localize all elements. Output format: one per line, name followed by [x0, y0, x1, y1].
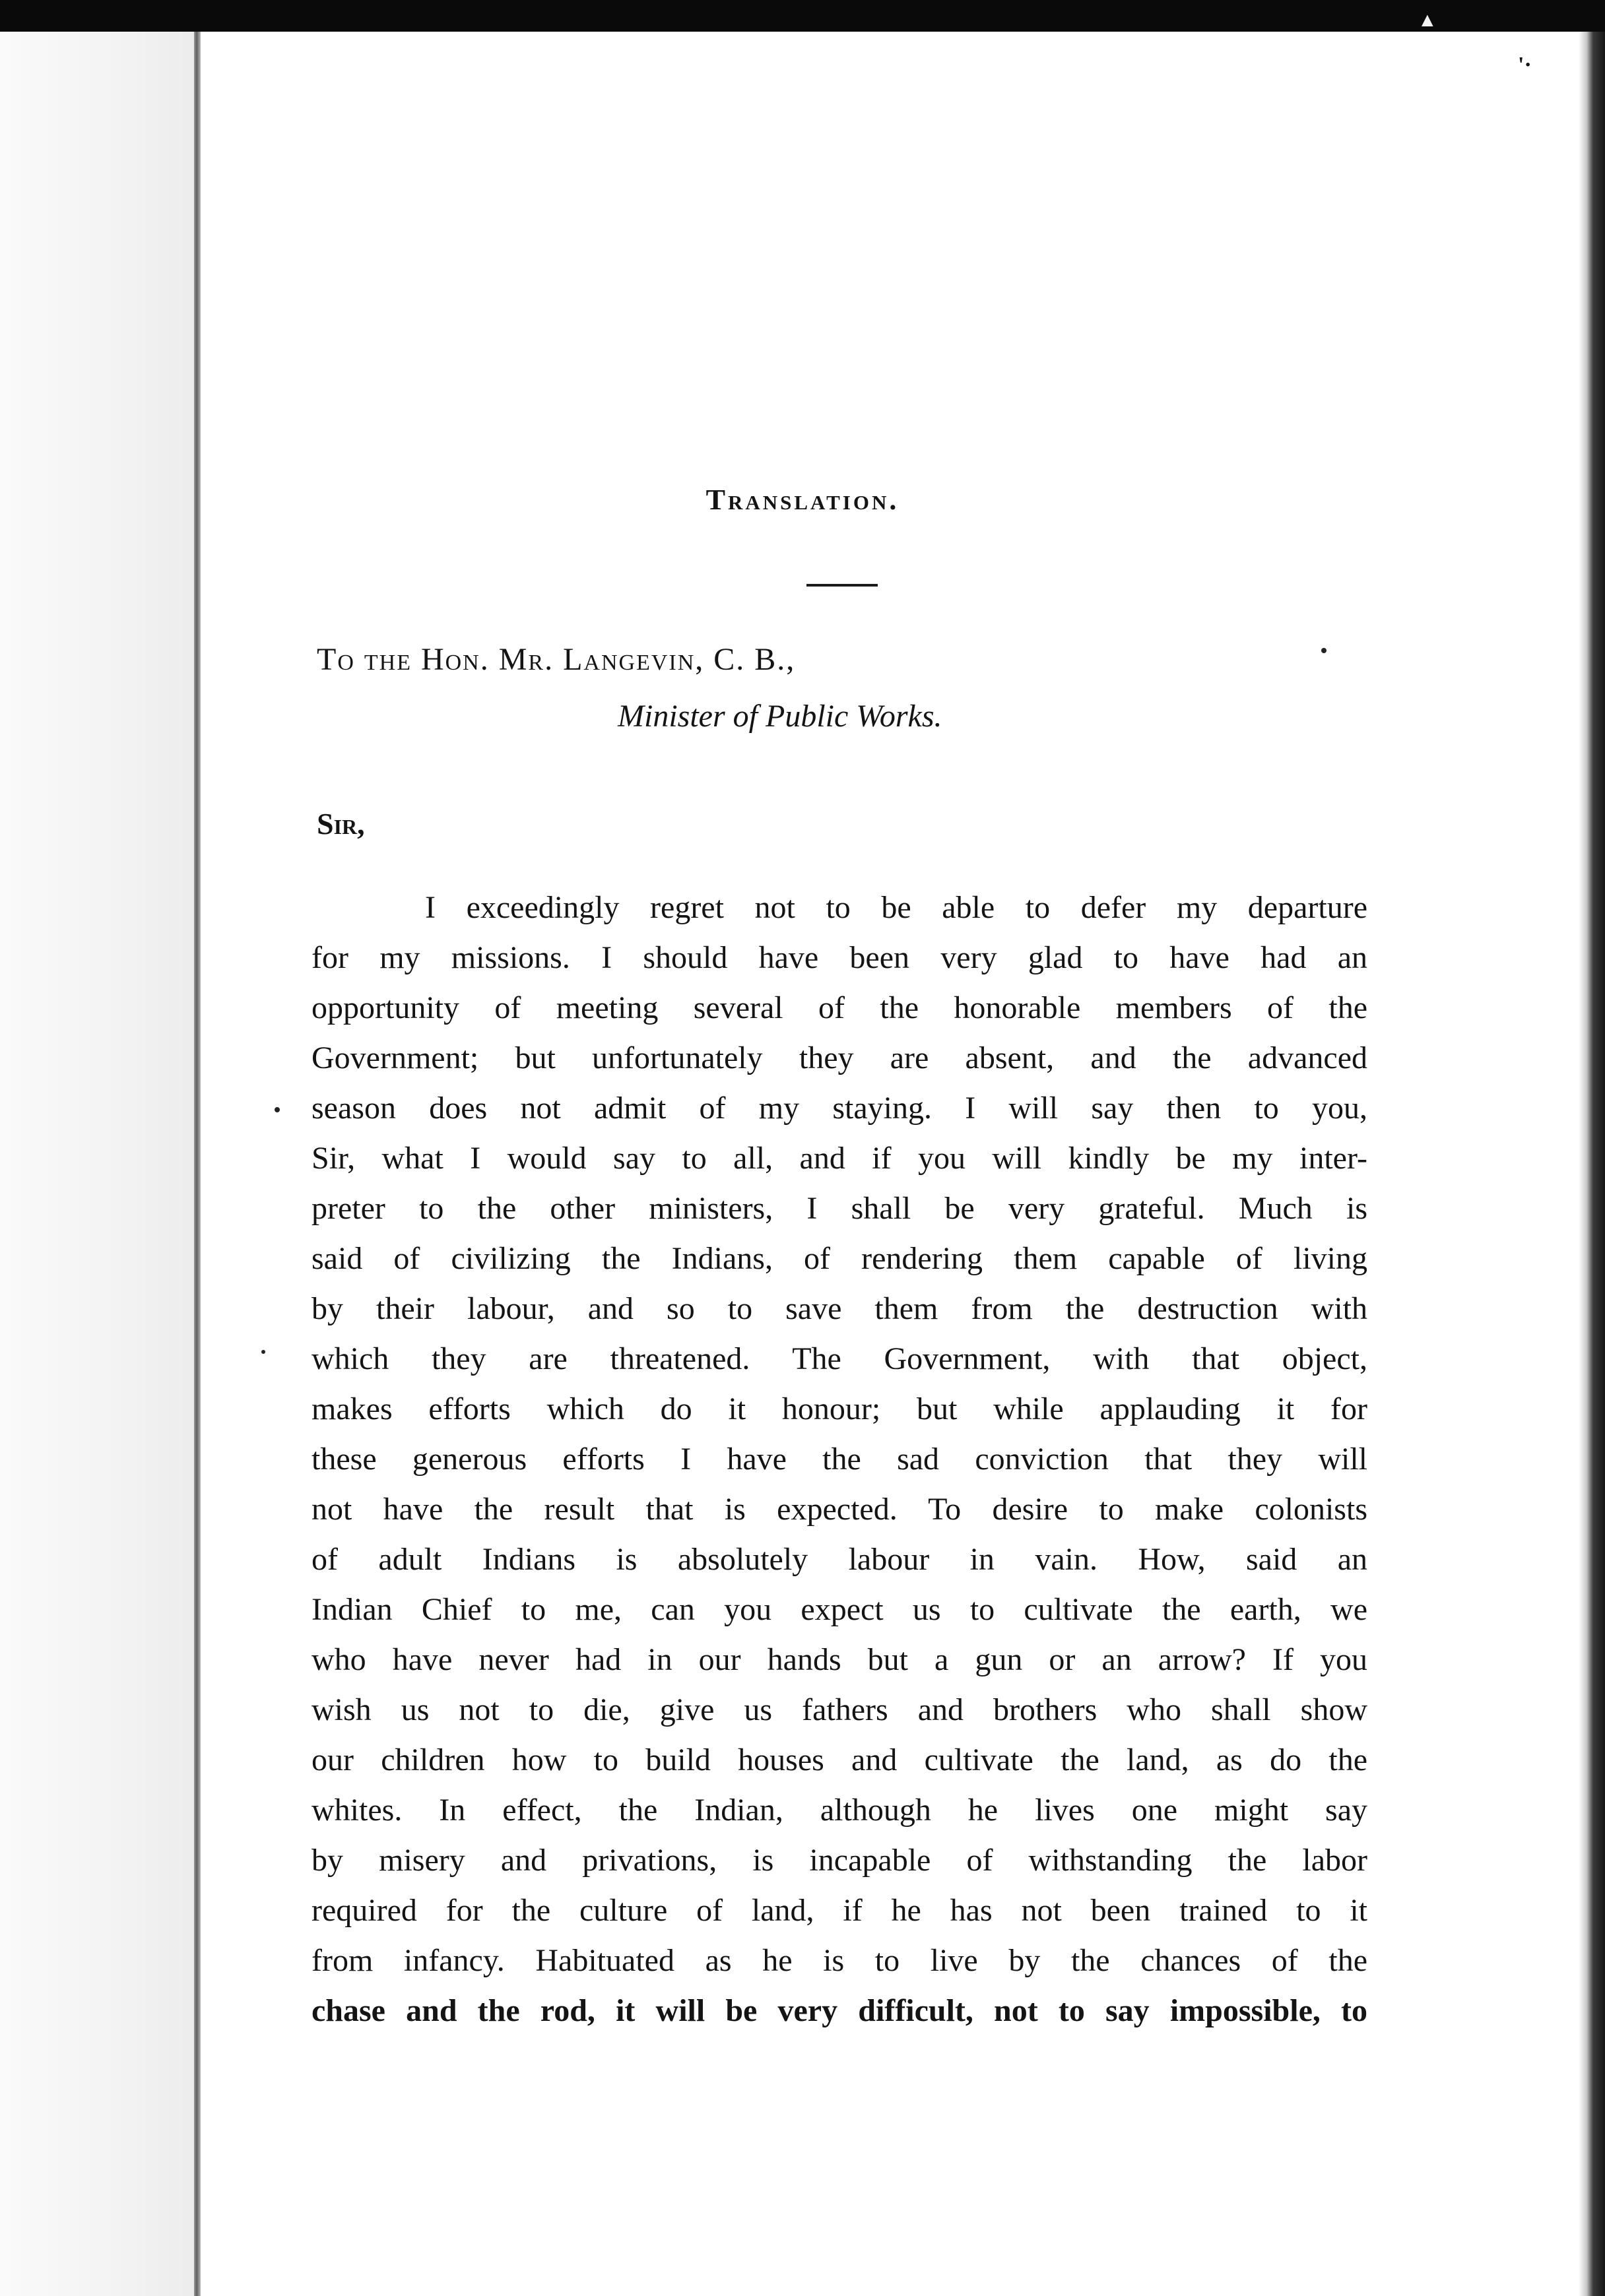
body-line: from infancy. Habituated as he is to live by the chances of the: [311, 1943, 1367, 1978]
body-line: makes efforts which do it honour; but while applauding it for: [311, 1391, 1367, 1426]
speck: [261, 1350, 265, 1354]
body-line: for my missions. I should have been very glad to have had an: [311, 940, 1367, 975]
page-right-edge: [1579, 32, 1605, 2296]
body-line: wish us not to die, give us fathers and brothers who shall show: [311, 1692, 1367, 1727]
body-line: our children how to build houses and cultivate the land, as do the: [311, 1742, 1367, 1777]
body-line: which they are threatened. The Government, with that object,: [311, 1341, 1367, 1376]
body-line: said of civilizing the Indians, of rendering them capable of living: [311, 1241, 1367, 1276]
addressee-title: Minister of Public Works.: [618, 699, 942, 734]
body-line: Government; but unfortunately they are absent, and the advanced: [311, 1040, 1367, 1075]
body-line: these generous efforts I have the sad conviction that they will: [311, 1442, 1367, 1477]
corner-mark-right: '·: [1518, 53, 1532, 77]
body-line: season does not admit of my staying. I will say then to you,: [311, 1091, 1367, 1126]
body-line: not have the result that is expected. To desire to make colonists: [311, 1492, 1367, 1527]
addressee-line: To the Hon. Mr. Langevin, C. B.,: [317, 642, 796, 677]
body-line: chase and the rod, it will be very difficult, not to say impossible, to: [311, 1993, 1367, 2028]
scan-top-band: [0, 0, 1605, 32]
body-line: whites. In effect, the Indian, although he lives one might say: [311, 1793, 1367, 1828]
corner-mark-top: ▲: [1418, 9, 1437, 31]
salutation: Sir,: [317, 807, 365, 841]
speck: [275, 1107, 280, 1112]
body-line: of adult Indians is absolutely labour in vain. How, said an: [311, 1542, 1367, 1577]
body-line: opportunity of meeting several of the honorable members of the: [311, 990, 1367, 1025]
letter-body: [311, 883, 1367, 2036]
heading-rule: [806, 584, 878, 587]
scan-left-margin: [0, 32, 198, 2296]
body-line: Sir, what I would say to all, and if you will kindly be my inter-: [311, 1141, 1367, 1176]
page-gutter-edge: [194, 32, 201, 2296]
body-line: I exceedingly regret not to be able to defer my departure: [425, 890, 1367, 925]
body-line: by their labour, and so to save them from the destruction with: [311, 1291, 1367, 1326]
body-line: Indian Chief to me, can you expect us to cultivate the earth, we: [311, 1592, 1367, 1627]
body-line: who have never had in our hands but a gun or an arrow? If you: [311, 1642, 1367, 1677]
body-line: preter to the other ministers, I shall be very grateful. Much is: [311, 1191, 1367, 1226]
document-heading: Translation.: [705, 484, 900, 516]
body-line: required for the culture of land, if he has not been trained to it: [311, 1893, 1367, 1928]
body-line: by misery and privations, is incapable of withstanding the labor: [311, 1843, 1367, 1878]
